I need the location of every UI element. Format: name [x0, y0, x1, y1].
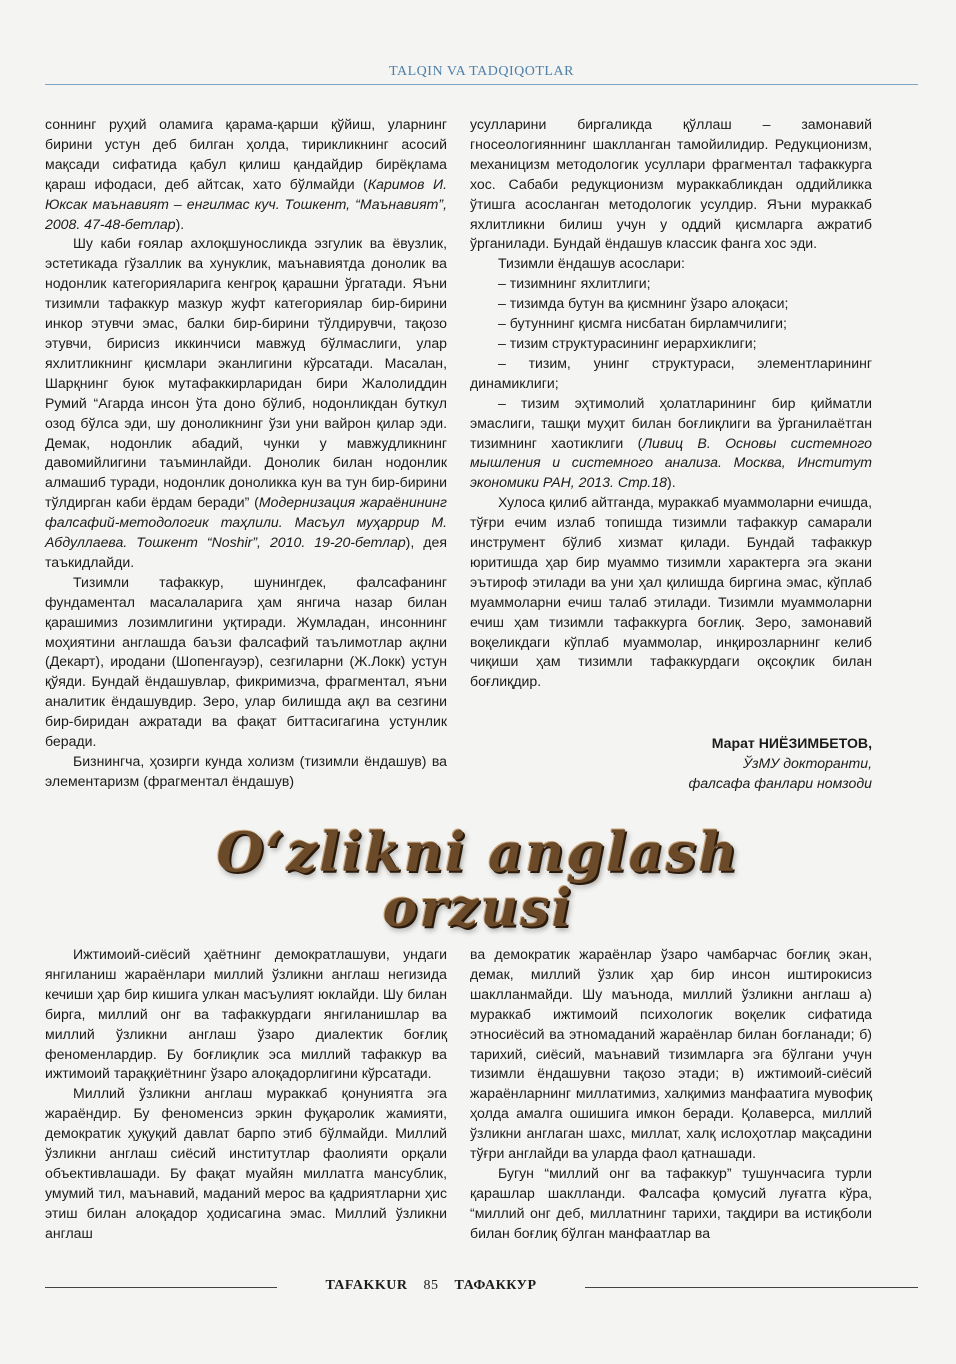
paragraph: Хулоса қилиб айтганда, мураккаб муаммоларни ечишда, тўғри ечим излаб топишда тизимли тафаккур самарали инструмент бўлиб хизмат қилади. Бундай тафаккур юритишда ҳар бир муаммо тизимли характерга эга экани эътироф этилади ва уни ҳал қилишда биргина эмас, кўплаб муаммоларни ечиш талаб этилади. Тизимли муаммоларни ечиш ҳам тизимли тафаккурга боғлиқ. Зеро, замонавий воқеликдаги кўплаб муаммолар, инқирозларнинг келиб чиқиши ҳам тизимли тафаккурдаги оқсоқлик билан боғлиқдир.: [470, 494, 872, 690]
paragraph: Шу каби ғоялар ахлоқшуносликда эзгулик ва ёвузлик, эстетикада гўзаллик ва хунуклик, маънавиятда донолик ва нодонлик категорияларига кенгроқ қарашни ўргатади. Яъни тизимли тафаккур мазкур жуфт категориялар бир-бирини инкор этувчи эмас, балки бир-бирини тўлдирувчи, тақозо этувчи, бирисиз иккинчиси мавжуд бўлмаслиги, улар яхлитликнинг қисмлари эканлигини кўрсатади. Масалан, Шарқнинг буюк мутафаккирларидан бири Жалолиддин Румий “Агарда инсон ўта доно бўлиб, нодонликдан буткул озод бўлса эди, шу доноликнинг ўзи уни вайрон қилар эди. Демак, нодонлик абадий, чунки у мавжудликнинг давомийлигини таъминлайди. Донолик билан нодонлик алмашиб туради, нодонлик доноликка кун ва тун бир-бирини тўлдирган каби ёрдам беради” (Модернизация жараёнининг фалсафий-методологик таҳлили. Масъул муҳаррир М. Абдуллаева. Тошкент “Noshir”, 2010. 19-20-бетлар), дея таъкидлайди.: [45, 235, 448, 570]
list-item: – тизим структурасининг иерархиклиги;: [498, 334, 757, 351]
reference: Каримов И. Юксак маънавият – енгилмас куч. Тошкент, “Маънавият”, 2008. 47-48-бетлар: [45, 175, 447, 232]
journal-name-cyrillic: ТАФАККУР: [454, 1278, 537, 1293]
article-column-left-bottom: [45, 945, 447, 1255]
article-column-left-top: [45, 115, 447, 805]
paragraph: соннинг руҳий оламига қарама-қарши қўйиш, уларнинг бирини устун деб билган ҳолда, тирикликнинг асосий мақсади сифатида қабул қилиш қандайдир бирёқлама қараш ифодаси, деб айтсак, хато бўлмайди (Каримов И. Юксак маънавият – енгилмас куч. Тошкент, “Маънавият”, 2008. 47-48-бетлар).: [45, 116, 447, 232]
article-title: O‘zlikni anglash: [216, 820, 740, 884]
footer-text: [283, 1278, 579, 1294]
article-column-right-bottom: [470, 945, 872, 1255]
paragraph: Ижтимоий-сиёсий ҳаётнинг демократлашуви, ундаги янгиланиш жараёнлари миллий ўзликни англаш негизида кечиши ҳар бир кишига улкан масъулият юклайди. Шу билан бирга, миллий онг ва тафаккурдаги янгиланишлар ва миллий ўзликни англаш ўзаро диалектик боғлиқ феноменлардир. Бу боғлиқлик эса миллий тафаккур ва ижтимоий тараққиётнинг ўзаро алоқадорлигини кўрсатади.: [45, 946, 447, 1082]
paragraph: усулларини биргаликда қўллаш – замонавий гносеологияннинг шаклланган тамойилидир. Редукционизм, механицизм методологик усуллари фрагментал тафаккурга хос. Сабаби редукционизм мураккабликдан оддийликка ўтишга асосланган методологик усулдир. Яъни мураккаб яхлитликни билиш учун у оддий қисмларга ажратиб ўрганилади. Бундай ёндашув классик фанга хос эди.: [470, 116, 872, 252]
paragraph: Бизнингча, ҳозирги кунда холизм (тизимли ёндашув) ва элементаризм (фрагментал ёндашув): [45, 753, 447, 789]
reference: Модернизация жараёнининг фалсафий-методологик таҳлили. Масъул муҳаррир М. Абдуллаева. Тошкент “Noshir”, 2010. 19-20-бетлар: [45, 494, 448, 551]
list-item: – тизимнинг яхлитлиги;: [498, 275, 651, 292]
section-header: TALQIN VA TADQIQOTLAR: [389, 64, 574, 79]
list-intro: Тизимли ёндашув асослари:: [498, 255, 685, 272]
paragraph: Бугун “миллий онг ва тафаккур” тушунчасига турли қарашлар шаклланди. Фалсафа қомусий луғатга кўра, “миллий онг деб, миллатнинг тарихи, тақдири ва истиқболи билан боғлиқ бўлган манфаатлар ва: [470, 1164, 872, 1241]
journal-name-latin: TAFAKKUR: [325, 1278, 408, 1293]
author-degree: фалсафа фанлари номзоди: [688, 775, 872, 791]
author-signature: [688, 733, 872, 793]
paragraph: ва демократик жараёнлар ўзаро чамбарчас боғлиқ экан, демак, миллий ўзлик ҳар бир инсон иштирокисиз шаклланмайди. Шу маънода, миллий ўзликни англаш а) мураккаб ижтимоий психологик воқелик сифатида этносиёсий ва этномаданий жараёнлар билан боғланади; б) тарихий, сиёсий, маънавий тизимларга эга бўлгани учун тизимли ёндашувни тақозо этади; в) ижтимоий-сиёсий жараёнларнинг миллатимиз, халқимиз манфаатига мувофиқ ҳолда амалга ошишига имкон беради. Қолаверса, миллий ўзликни англаган шахс, миллат, халқ ислоҳотлар мақсадини тўғри англайди ва уларда фаол қатнашади.: [470, 946, 872, 1162]
list-item: – тизимда бутун ва қисмнинг ўзаро алоқаси;: [498, 295, 789, 312]
list-item: – тизим, унинг структураси, элементларининг динамиклиги;: [470, 354, 872, 391]
paragraph: Миллий ўзликни англаш мураккаб қонуниятга эга жараёндир. Бу феноменсиз эркин фуқаролик жамияти, демократик ҳуқуқий давлат барпо этиб бўлмайди. Миллий ўзликни англаш сиёсий институтлар фаолияти орқали объективлашади. Бу фақат муайян миллатга мансублик, умумий тил, маънавий, маданий мерос ва қадриятларни ҳис этиш билан алоқадор ҳодисагина эмас. Миллий ўзликни англаш: [45, 1085, 447, 1241]
author-role: ЎзМУ докторанти,: [742, 755, 872, 771]
paragraph: Тизимли тафаккур, шунингдек, фалсафанинг фундаментал масалаларига ҳам янгича назар билан қарашимиз лозимлигини уқтиради. Жумладан, инсоннинг моҳиятини англашда баъзи фалсафий таълимотлар ақлни (Декарт), иродани (Шопенгауэр), сезгиларни (Ж.Локк) устун қўяди. Бундай ёндашувлар, фикримизча, фрагментал, яъни аналитик ёндашувдир. Зеро, улар билишда ақл ва сезгини бир-биридан ажратади ва фақат биттасигагина устунлик беради.: [45, 573, 447, 750]
reference: Ливиц В. Основы системного мышления и системного анализа. Москва, Институт экономики РАН, 2013. Стр.18: [470, 434, 872, 491]
author-name: Марат НИЁЗИМБЕТОВ,: [711, 735, 872, 751]
page-number: 85: [423, 1278, 439, 1293]
article-column-right-top: [470, 115, 872, 715]
header-rule: [45, 84, 918, 85]
list-item: – бутуннинг қисмга нисбатан бирламчилиги;: [498, 315, 787, 332]
article-title-line2: orzusi: [382, 878, 574, 939]
list-item: – тизим эҳтимолий ҳолатларининг бир қийматли эмаслиги, ташқи муҳит билан боғлиқлиги ва ўрганилаётган тизимнинг хаотиклиги (Ливиц В. Основы системного мышления и системного анализа. Москва, Институт экономики РАН, 2013. Стр.18).: [470, 394, 872, 491]
page-footer: [45, 1278, 918, 1298]
footer-rule-left: [45, 1287, 277, 1288]
footer-rule-right: [585, 1287, 918, 1288]
